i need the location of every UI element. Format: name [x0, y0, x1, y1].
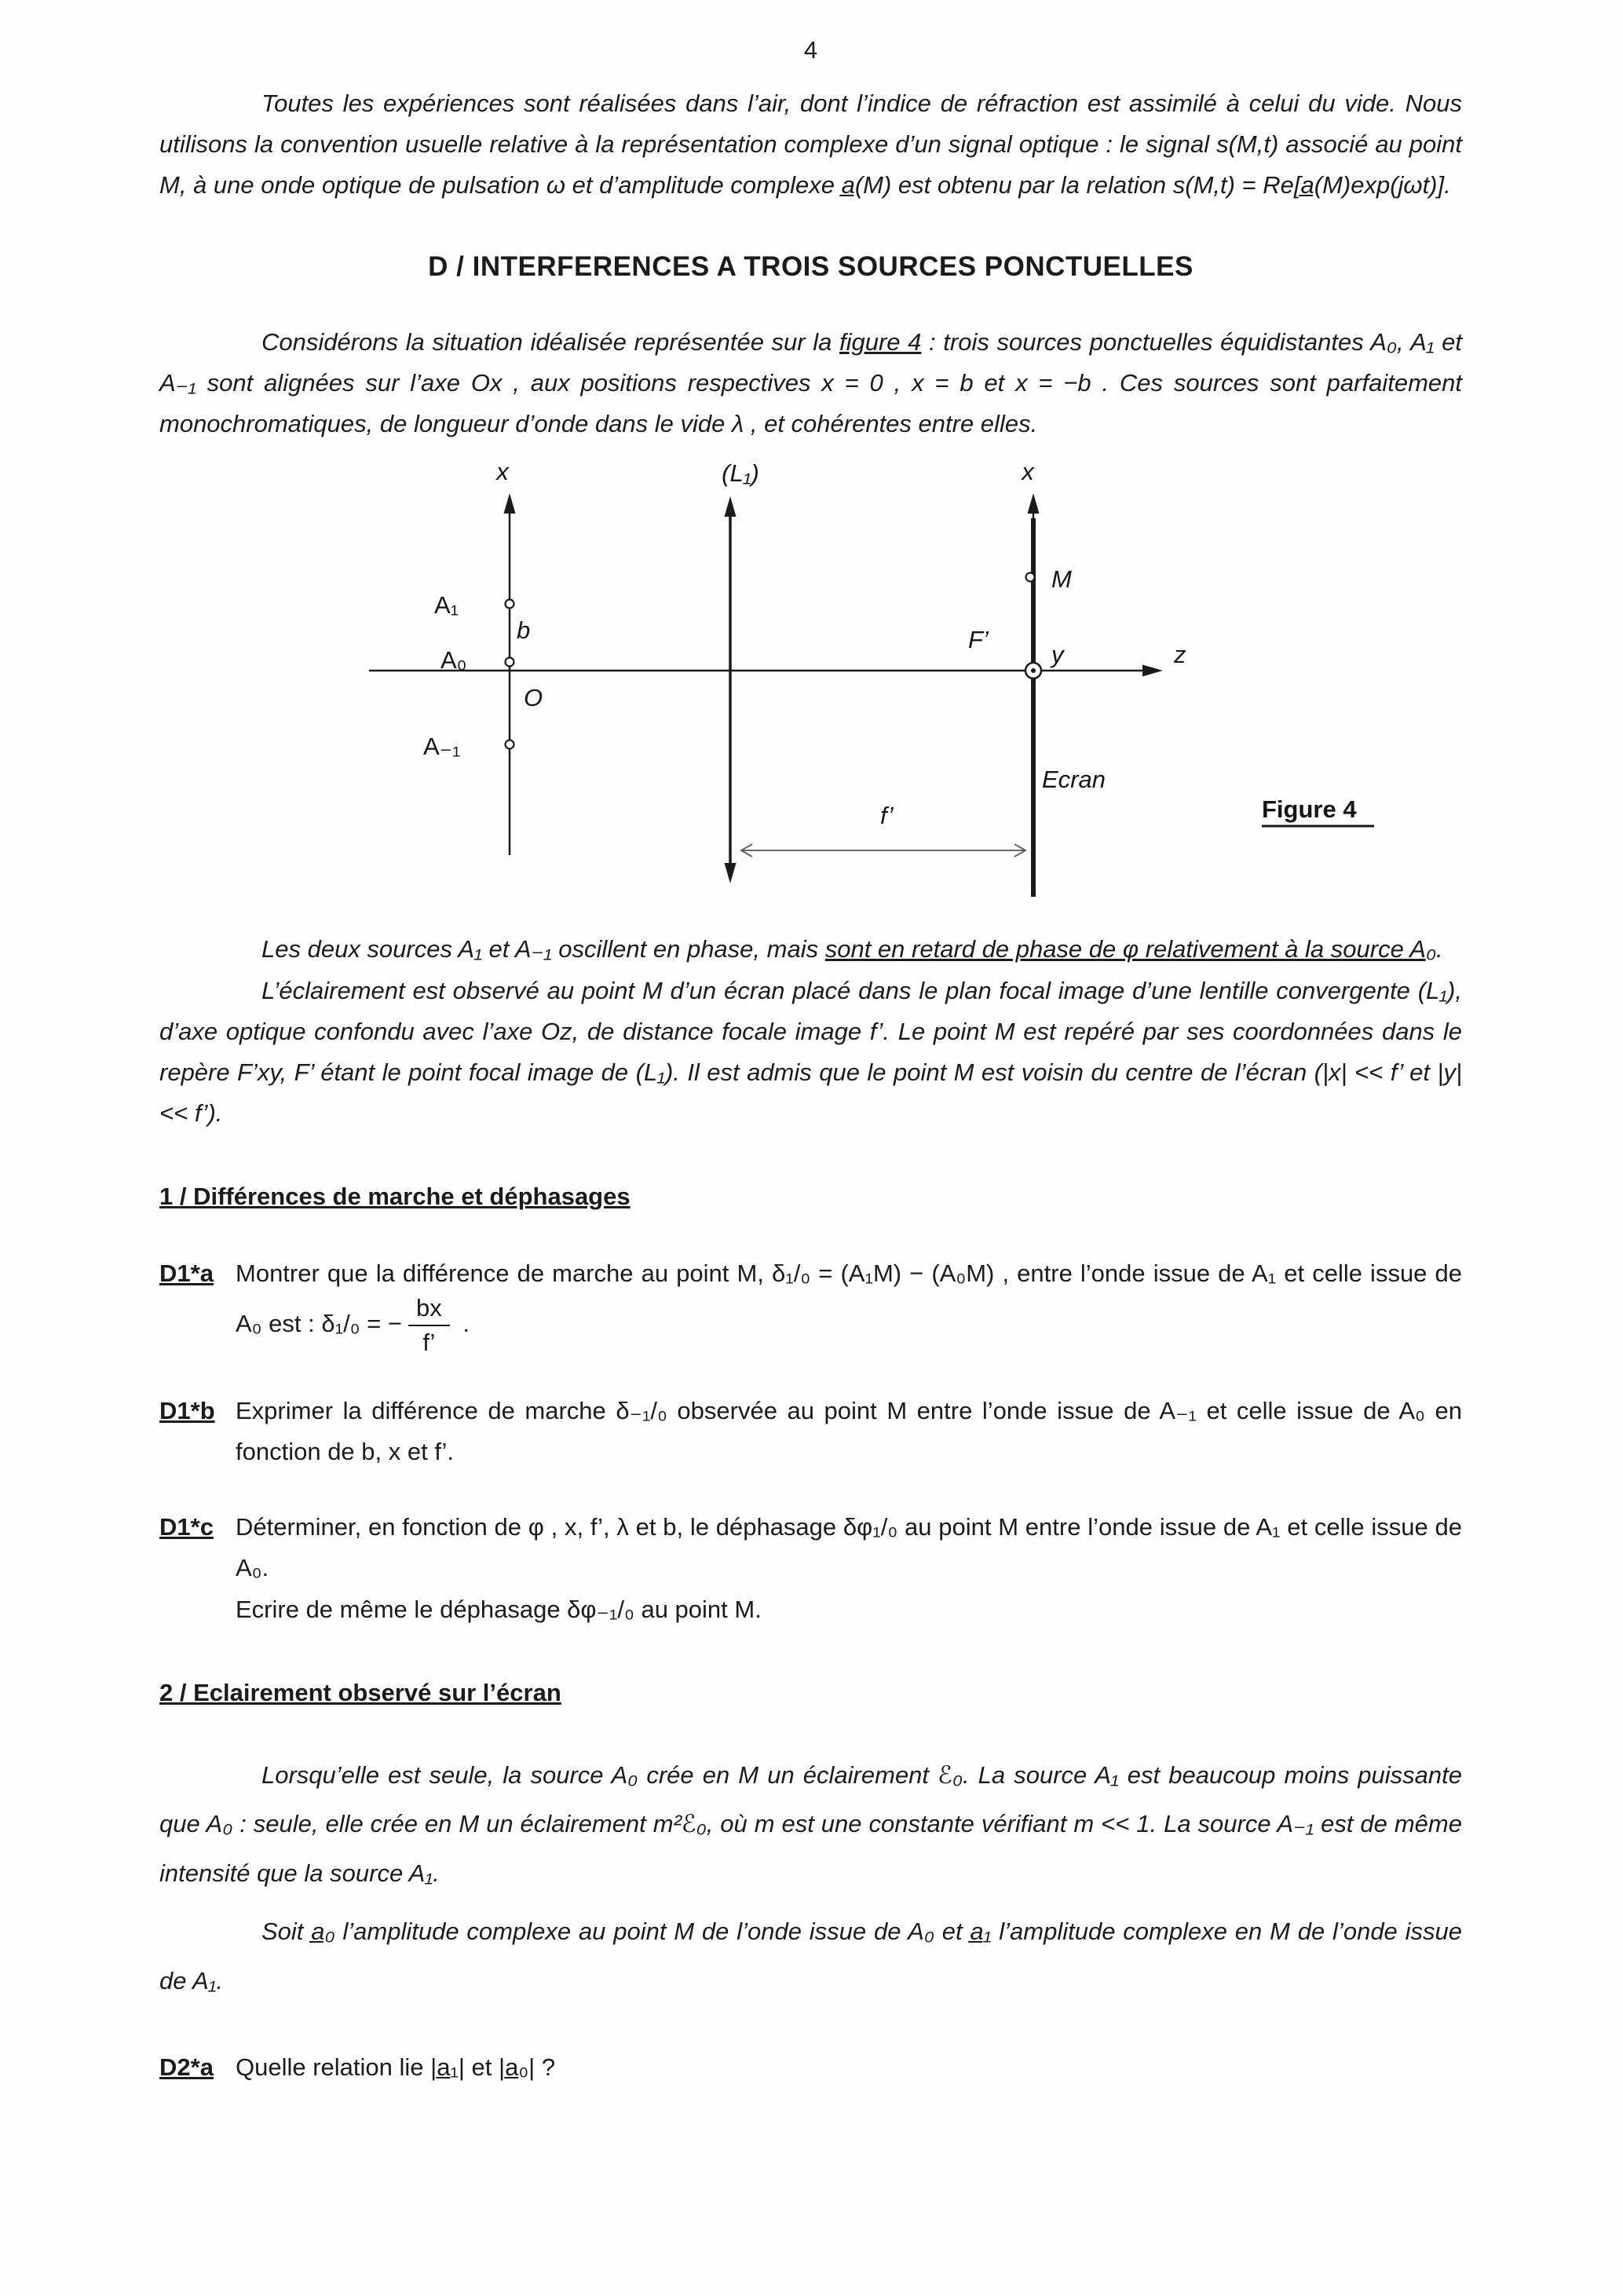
question-d1c-text2: Ecrire de même le déphasage δφ₋₁/₀ au point M.	[236, 1595, 762, 1623]
point-m-label: M	[1051, 565, 1072, 594]
source-a0-point	[506, 658, 514, 667]
question-d1b-body: Exprimer la différence de marche δ₋₁/₀ observée au point M entre l’onde issue de A₋₁ et celle issue de A₀ en fonction de b, x et f’.	[236, 1397, 1462, 1466]
question-d1c-body	[236, 1507, 1462, 1629]
left-x-axis-label: x	[496, 458, 509, 486]
part1-heading: 1 / Différences de marche et déphasages	[159, 1182, 631, 1210]
fraction-denominator: f’	[422, 1328, 436, 1356]
question-d1a	[159, 1253, 1462, 1356]
y-axis-label: y	[1051, 641, 1064, 669]
section-d-intro-paragraph	[159, 322, 1462, 444]
page-number: 4	[803, 36, 818, 64]
phase-paragraph	[159, 929, 1462, 970]
figure-4-reference: figure 4	[839, 328, 922, 356]
question-d1c-text1: Déterminer, en fonction de φ , x, f’, λ et b, le déphasage δφ₁/₀ au point M entre l’onde issue de A₁ et celle issue de A₀.	[236, 1513, 1462, 1582]
lens-label: (L₁)	[722, 459, 759, 488]
origin-o-label: O	[524, 684, 543, 712]
figure-4-diagram	[159, 457, 1462, 909]
question-d2a-body: Quelle relation lie |a̲₁| et |a̲₀| ?	[236, 2053, 556, 2081]
question-d1c-label: D1*c	[159, 1513, 214, 1541]
source-am1-point	[506, 740, 514, 749]
fraction-bx-over-fprime	[408, 1294, 450, 1356]
section-d-title: D / INTERFERENCES A TROIS SOURCES PONCTUELLES	[428, 251, 1193, 283]
lens-bottom-arrowhead	[725, 863, 737, 883]
question-d1a-text: Montrer que la différence de marche au point M, δ₁/₀ = (A₁M) − (A₀M) , entre l’onde issue de A₁ et celle issue de A₀ est : δ₁/₀ = −	[236, 1259, 1462, 1337]
question-d1a-body	[236, 1253, 1462, 1356]
question-d1c	[159, 1507, 1462, 1629]
phase-text-post: .	[1436, 935, 1443, 963]
section-d-intro-pre: Considérons la situation idéalisée représentée sur la	[261, 328, 839, 356]
screen-x-axis-arrowhead	[1028, 493, 1040, 514]
z-axis-arrowhead	[1142, 665, 1163, 677]
screen-x-axis-label: x	[1022, 458, 1034, 486]
question-d1a-label: D1*a	[159, 1259, 214, 1287]
section-d-intro-post: : trois sources ponctuelles équidistantes A₀, A₁ et A₋₁ sont alignées sur l’axe Ox , aux positions respectives x = 0 , x = b et x = −b . Ces sources sont parfaitement monochromatiques, de longueur d’onde dans le vide λ , et cohérentes entre elles.	[159, 328, 1462, 438]
left-x-axis-arrowhead	[504, 493, 516, 514]
z-axis-label: z	[1174, 641, 1186, 669]
question-d2a-label: D2*a	[159, 2053, 214, 2081]
question-d1b-label: D1*b	[159, 1397, 215, 1425]
part2-heading: 2 / Eclairement observé sur l’écran	[159, 1678, 561, 1706]
fraction-numerator: bx	[408, 1294, 450, 1326]
focal-point-dot	[1031, 668, 1036, 673]
source-a0-label: A₀	[440, 646, 467, 675]
source-am1-label: A₋₁	[423, 733, 461, 761]
phase-text-underlined: sont en retard de phase de φ relativement à la source A₀	[824, 935, 1437, 963]
source-a1-label: A₁	[434, 591, 459, 620]
focal-point-label: F’	[968, 626, 989, 654]
amplitudes-paragraph: Soit a̲₀ l’amplitude complexe au point M de l’onde issue de A₀ et a̲₁ l’amplitude complexe en M de l’onde issue de A₁.	[159, 1918, 1462, 1995]
question-d2a	[159, 2047, 1462, 2088]
figure-caption: Figure 4	[1262, 795, 1357, 824]
eclairement-sources-paragraph: Lorsqu’elle est seule, la source A₀ crée en M un éclairement ℰ₀. La source A₁ est beaucoup moins puissante que A₀ : seule, elle crée en M un éclairement m²ℰ₀, où m est une constante vérifiant m << 1. La source A₋₁ est de même intensité que la source A₁.	[159, 1760, 1462, 1887]
point-m-marker	[1026, 573, 1035, 582]
lens-top-arrowhead	[725, 496, 737, 517]
focal-length-label: f’	[880, 802, 894, 830]
question-d1b	[159, 1391, 1462, 1472]
phase-text-pre: Les deux sources A₁ et A₋₁ oscillent en phase, mais	[261, 935, 825, 963]
screen-label: Ecran	[1042, 766, 1106, 794]
spacing-b-label: b	[517, 616, 531, 645]
source-a1-point	[506, 600, 514, 609]
question-d1a-tail: .	[455, 1309, 470, 1337]
eclairement-paragraph: L’éclairement est observé au point M d’un écran placé dans le plan focal image d’une lentille convergente (L₁), d’axe optique confondu avec l’axe Oz, de distance focale image f’. Le point M est repéré par ses coordonnées dans le repère F’xy, F’ étant le point focal image de (L₁). Il est admis que le point M est voisin du centre de l’écran (|x| << f’ et |y| << f’).	[159, 976, 1462, 1127]
intro-paragraph: Toutes les expériences sont réalisées dans l’air, dont l’indice de réfraction est assimilé à celui du vide. Nous utilisons la convention usuelle relative à la représentation complexe d’un signal optique : le signal s(M,t) associé au point M, à une onde optique de pulsation ω et d’amplitude complexe a̲(M) est obtenu par la relation s(M,t) = Re[a̲(M)exp(jωt)].	[159, 90, 1462, 199]
